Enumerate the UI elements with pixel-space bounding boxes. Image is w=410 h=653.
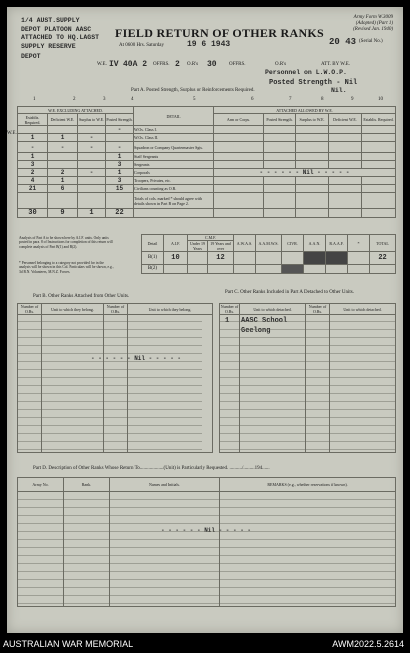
- we-excl-label: W.E. EXCLUDING ATTACHED.: [18, 107, 134, 114]
- col-number: 8: [321, 97, 324, 102]
- part-d-nil-mark: - - - - - - Nil - - - - -: [161, 527, 252, 534]
- posted-nil: Nil.: [331, 87, 347, 94]
- ruled-line: [17, 353, 202, 354]
- part-c-head: Number of O.Rs.: [220, 304, 239, 314]
- unit-line-5: DEPOT: [21, 53, 41, 60]
- analysis-row-label: B(2): [142, 265, 164, 274]
- row-detail: Corporals: [134, 169, 214, 177]
- part-d-title: Part D. Description of Other Ranks Whose Return To...................(Unit) is Particularly Requested. ........../.........194......: [33, 466, 270, 471]
- att-label: ATT. BY W.E.: [321, 62, 351, 67]
- total-cell: 9: [48, 209, 78, 218]
- col-head: Posted Strength.: [106, 114, 134, 126]
- ruled-line: [17, 555, 395, 556]
- ruled-line: [17, 337, 202, 338]
- cell: [18, 126, 48, 134]
- col-number: 2: [73, 97, 76, 102]
- document-sheet: [7, 7, 403, 633]
- cell: [78, 126, 106, 134]
- col-head: Posted Strength.: [264, 114, 296, 126]
- unit-line-2: DEPOT PLATOON AASC: [21, 25, 92, 33]
- date-value: 19 6 1943: [187, 40, 231, 49]
- cell: -: [18, 142, 48, 153]
- unit-line-1: 1/4 AUST.SUPPLY: [21, 17, 80, 24]
- part-c-table: [219, 303, 396, 453]
- cell: [48, 153, 78, 161]
- cell: 1: [18, 134, 48, 142]
- ruled-line: [219, 393, 395, 394]
- analysis-head: TOTAL: [370, 235, 396, 252]
- totals-row: [18, 209, 396, 218]
- part-d-head: REMARKS (e.g., whether reservations if known).: [220, 478, 396, 492]
- analysis-table: [141, 234, 396, 274]
- detail-head: DETAIL: [134, 107, 214, 126]
- row-detail: W.Os. Class I.: [134, 126, 214, 134]
- ruled-line: [219, 409, 395, 410]
- analysis-row-label: B(1): [142, 252, 164, 265]
- part-d-head: Names and Initials.: [110, 478, 220, 492]
- ruled-line: [17, 563, 395, 564]
- cell: [48, 126, 78, 134]
- unit-line-4: SUPPLY RESERVE: [21, 42, 76, 50]
- analysis-row: [142, 252, 396, 265]
- we-label: W.E.: [97, 62, 107, 67]
- col-head: Surplus to W.E.: [296, 114, 329, 126]
- cell: [78, 153, 106, 161]
- row-detail: Civilians counting as O.R.: [134, 185, 214, 193]
- analysis-head: *: [348, 235, 370, 252]
- ruled-line: [219, 425, 395, 426]
- form-line-2: (Adopted) (Part 1): [355, 21, 393, 26]
- ruled-line: [17, 531, 395, 532]
- part-d-head: Rank.: [64, 478, 110, 492]
- cell: 1: [48, 134, 78, 142]
- table-row: [18, 185, 396, 193]
- analysis-head: A.W.A.S.: [234, 235, 256, 252]
- form-line-3: (Revised Jan. 1940): [353, 27, 393, 32]
- ruled-line: [17, 547, 395, 548]
- ruled-line: [219, 433, 395, 434]
- aif-value: 10: [164, 252, 188, 265]
- ruled-line: [17, 329, 202, 330]
- cell: -: [78, 134, 106, 142]
- col-head: Arm or Corps.: [214, 114, 264, 126]
- ruled-line: [219, 353, 395, 354]
- part-c-head: Number of O.Rs.: [306, 304, 330, 315]
- ruled-line: [219, 329, 395, 330]
- ruled-line: [17, 369, 202, 370]
- ruled-line: [17, 507, 395, 508]
- part-b-table: [17, 303, 213, 453]
- col-numbers: [7, 97, 403, 105]
- row-detail: Staff Sergeants: [134, 153, 214, 161]
- cell: [106, 134, 134, 142]
- ruled-line: [219, 321, 395, 322]
- analysis-head: A.I.F.: [164, 235, 188, 252]
- date-prefix: At 0600 Hrs. Saturday: [119, 43, 164, 48]
- we-total-label: W.E.: [7, 131, 17, 136]
- col-head: Surplus to W.E.: [78, 114, 106, 126]
- unit-line-3: ATTACHED TO HQ.LAGST: [21, 34, 100, 41]
- ruled-line: [17, 409, 202, 410]
- part-b-title: Part B. Other Ranks Attached from Other Units.: [33, 294, 130, 299]
- row-detail: Sergeants: [134, 161, 214, 169]
- col-number: 6: [251, 97, 254, 102]
- table-row: [18, 153, 396, 161]
- analysis-note: * Personnel belonging to a category not provided for in the analysis will be shown in this Col. Particulars will be shown, e.g., 3d B.N. Volunteers, M.N.Z. Forces.: [19, 261, 114, 274]
- analysis-head: R.A.A.F.: [326, 235, 348, 252]
- ruled-line: [17, 499, 395, 500]
- part-a-nil-mark: - - - - - - Nil - - - - -: [214, 169, 396, 177]
- table-row: [18, 142, 396, 153]
- ruled-line: [17, 417, 202, 418]
- posted-line: Posted Strength - Nil: [269, 79, 358, 87]
- offrs-value: 2: [175, 60, 180, 69]
- ruled-line: [17, 587, 395, 588]
- form-id: [327, 15, 393, 33]
- col-head: Establis. Required.: [18, 114, 48, 126]
- cell: -: [78, 142, 106, 153]
- cell: -: [106, 126, 134, 134]
- ruled-line: [17, 523, 395, 524]
- offrs2-label: OFFRS.: [229, 62, 246, 67]
- cell: 2: [48, 169, 78, 177]
- cell: [78, 177, 106, 185]
- ruled-line: [17, 579, 395, 580]
- analysis-head: CIVR.: [282, 235, 304, 252]
- cell: -: [78, 169, 106, 177]
- part-a-table: [17, 106, 396, 218]
- ruled-line: [17, 377, 202, 378]
- footer-left: AUSTRALIAN WAR MEMORIAL: [3, 639, 134, 649]
- table-row: [18, 193, 396, 209]
- cell: [48, 161, 78, 169]
- ruled-line: [17, 515, 395, 516]
- part-b-head: Unit to which they belong.: [128, 304, 213, 315]
- row-detail: Totals of cols. marked * should agree with details shown in Part B on Page 2.: [134, 193, 214, 209]
- total-cell: 30: [18, 209, 48, 218]
- ruled-line: [17, 539, 395, 540]
- col-number: 10: [378, 97, 383, 102]
- total-cell: 1: [78, 209, 106, 218]
- col-number: 7: [289, 97, 292, 102]
- row-detail: Troopers, Privates, etc.: [134, 177, 214, 185]
- ors-value: 30: [207, 60, 217, 69]
- part-c-head: Unit to which detached.: [240, 304, 306, 315]
- part-b-nil-mark: - - - - - - Nil - - - - -: [91, 355, 182, 362]
- ruled-line: [17, 321, 202, 322]
- cmf-label: C.M.F.: [188, 235, 234, 241]
- ruled-line: [17, 449, 202, 450]
- ors-label: O.R's: [187, 62, 199, 67]
- we-value: IV: [109, 60, 119, 69]
- cell: 1: [106, 169, 134, 177]
- footer-right: AWM2022.5.2614: [332, 639, 404, 649]
- cell: -: [106, 142, 134, 153]
- cell: 15: [106, 185, 134, 193]
- form-line-1: Army Form W.3009: [353, 15, 393, 20]
- ruled-line: [219, 449, 395, 450]
- part-c-entry-unit-2: Geelong: [241, 327, 271, 335]
- col-head: Establis. Required.: [362, 114, 396, 126]
- table-row: [18, 126, 396, 134]
- serial-value: 20 43: [329, 37, 357, 47]
- analysis-head: A.A.M.W.S.: [256, 235, 282, 252]
- col-number: 3: [103, 97, 106, 102]
- personnel-line: Personnel on L.W.O.P.: [265, 69, 347, 76]
- ruled-line: [219, 441, 395, 442]
- cell: 1: [106, 153, 134, 161]
- cell: 1: [48, 177, 78, 185]
- part-b-head: Number of O.Rs.: [104, 304, 128, 315]
- ruled-line: [219, 417, 395, 418]
- ruled-line: [17, 401, 202, 402]
- cell: 21: [18, 185, 48, 193]
- cell: 3: [106, 161, 134, 169]
- ruled-line: [219, 401, 395, 402]
- ruled-line: [219, 345, 395, 346]
- cell: 3: [106, 177, 134, 185]
- cell: [78, 161, 106, 169]
- ruled-line: [17, 393, 202, 394]
- col-number: 4: [131, 97, 134, 102]
- analysis-head: Detail: [142, 235, 164, 252]
- ruled-line: [219, 385, 395, 386]
- cell: [78, 185, 106, 193]
- attached-label: ATTACHED ALLOWED BY W.E.: [214, 107, 396, 114]
- col-head: Deficient W.E.: [48, 114, 78, 126]
- row-detail: Squadron or Company Quartermaster Sgts.: [134, 142, 214, 153]
- ruled-line: [17, 345, 202, 346]
- ruled-line: [17, 441, 202, 442]
- part-b-head: Number of O.Rs.: [18, 304, 42, 315]
- over19-value: 12: [208, 252, 234, 265]
- offrs-label: OFFRS.: [153, 62, 170, 67]
- page-title: FIELD RETURN OF OTHER RANKS: [115, 26, 325, 40]
- table-row: [18, 169, 396, 177]
- analysis-head: A.A.N.: [304, 235, 326, 252]
- analysis-text: Analysis of Part A to be shown here by A.I.F. units. Only units posted in para. 8 of Instructions for completion of this return will complete analysis of Part B(1) and B(2).: [19, 236, 113, 249]
- unit-stamp: [21, 17, 99, 51]
- part-c-head: Unit to which detached.: [330, 304, 396, 315]
- total-cell: 22: [106, 209, 134, 218]
- ruled-line: [17, 385, 202, 386]
- table-row: [18, 177, 396, 185]
- analysis-row: [142, 265, 396, 274]
- ruled-line: [219, 361, 395, 362]
- ruled-line: [17, 571, 395, 572]
- analysis-head: Under 19 Years: [188, 241, 208, 252]
- part-c-entry-number: 1: [225, 317, 230, 325]
- total-value: 22: [370, 252, 396, 265]
- table-row: [18, 134, 396, 142]
- ruled-line: [17, 361, 202, 362]
- cell: 3: [18, 161, 48, 169]
- cell: 1: [18, 153, 48, 161]
- cell: 6: [48, 185, 78, 193]
- col-number: 1: [33, 97, 36, 102]
- part-c-title: Part C. Other Ranks Included in Part A Detached to Other Units.: [225, 290, 355, 295]
- table-row: [18, 161, 396, 169]
- cell: 4: [18, 177, 48, 185]
- ruled-line: [17, 595, 395, 596]
- serial-label: (Serial No.): [359, 39, 383, 44]
- cell: 2: [18, 169, 48, 177]
- ruled-line: [219, 337, 395, 338]
- col-number: 5: [193, 97, 196, 102]
- part-c-entry-unit-1: AASC School: [241, 317, 288, 325]
- part-a-title: Part A. Posted Strength, Surplus or Reinforcements Required.: [131, 88, 255, 93]
- col-number: 9: [351, 97, 354, 102]
- archive-footer: [0, 636, 410, 653]
- part-d-head: Army No.: [18, 478, 64, 492]
- analysis-head: 19 Years and over: [208, 241, 234, 252]
- cell: -: [48, 142, 78, 153]
- we-code: 40A 2: [123, 60, 148, 69]
- part-b-head: Unit to which they belong.: [42, 304, 104, 315]
- ors2-label: O.R's: [275, 62, 287, 67]
- ruled-line: [17, 425, 202, 426]
- row-detail: W.Os. Class II.: [134, 134, 214, 142]
- ruled-line: [219, 369, 395, 370]
- ruled-line: [17, 433, 202, 434]
- col-head: Deficient W.E.: [329, 114, 362, 126]
- ruled-line: [17, 603, 395, 604]
- ruled-line: [219, 377, 395, 378]
